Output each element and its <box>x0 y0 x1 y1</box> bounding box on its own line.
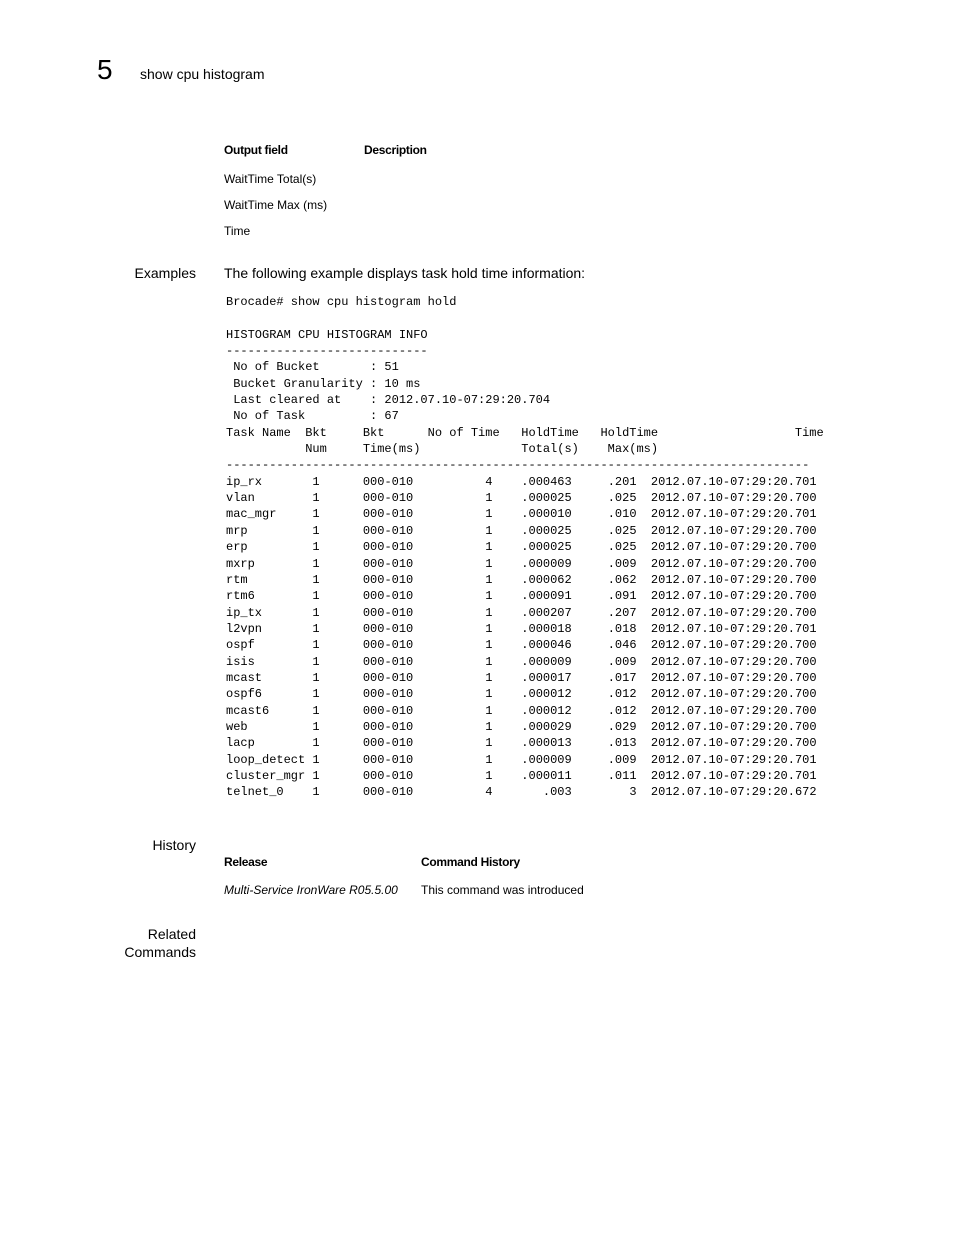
cell-time: 2012.07.10-07:29:20.701 <box>636 752 817 767</box>
cell-bkt: 1 <box>312 572 363 587</box>
cell-bkt: 1 <box>312 687 363 702</box>
histogram-row <box>226 491 817 505</box>
cell-time-ms: 000-010 <box>362 654 414 669</box>
examples-heading: Examples <box>134 265 196 281</box>
cell-task: ospf6 <box>226 687 313 702</box>
info-line: Last cleared at : 2012.07.10-07:29:20.704 <box>226 393 551 408</box>
command-history-value: This command was introduced <box>421 883 584 897</box>
table-header-line: Task Name Bkt Bkt No of Time HoldTime HoldTime Time <box>226 425 824 440</box>
cell-max: 3 <box>571 785 637 800</box>
histogram-row <box>226 524 817 538</box>
cell-bkt: 1 <box>312 491 363 506</box>
cell-total: .000025 <box>492 540 572 555</box>
info-line: Bucket Granularity : 10 ms <box>226 376 421 391</box>
cell-total: .000011 <box>492 768 572 783</box>
histogram-row <box>226 475 817 489</box>
histogram-row <box>226 785 817 799</box>
info-line: No of Task : 67 <box>226 409 399 424</box>
cell-total: .000025 <box>492 523 572 538</box>
cell-count: 4 <box>413 785 493 800</box>
cell-task: ospf <box>226 638 313 653</box>
cell-max: .025 <box>571 491 637 506</box>
history-heading: History <box>152 837 196 853</box>
histogram-row <box>226 638 817 652</box>
cell-bkt: 1 <box>312 589 363 604</box>
cell-max: .009 <box>571 556 637 571</box>
cell-time: 2012.07.10-07:29:20.700 <box>636 638 817 653</box>
cell-task: rtm <box>226 572 313 587</box>
cell-max: .013 <box>571 736 637 751</box>
cell-count: 1 <box>413 670 493 685</box>
cell-time: 2012.07.10-07:29:20.700 <box>636 523 817 538</box>
cell-time: 2012.07.10-07:29:20.700 <box>636 589 817 604</box>
cell-bkt: 1 <box>312 507 363 522</box>
cell-total: .000207 <box>492 605 572 620</box>
cell-time: 2012.07.10-07:29:20.700 <box>636 556 817 571</box>
cell-task: rtm6 <box>226 589 313 604</box>
histogram-row <box>226 606 817 620</box>
field-row: WaitTime Max (ms) <box>224 198 328 212</box>
cell-time-ms: 000-010 <box>362 540 414 555</box>
cell-time: 2012.07.10-07:29:20.701 <box>636 474 817 489</box>
cell-max: .009 <box>571 654 637 669</box>
cell-task: web <box>226 719 313 734</box>
chapter-number: 5 <box>97 54 113 85</box>
cell-count: 1 <box>413 719 493 734</box>
cell-time: 2012.07.10-07:29:20.701 <box>636 507 817 522</box>
cell-bkt: 1 <box>312 654 363 669</box>
table-rule: --------------------------------------------------------------------------------- <box>226 458 810 473</box>
histogram-row <box>226 540 817 554</box>
histogram-row <box>226 622 817 636</box>
col-header-description: Description <box>364 143 427 157</box>
histogram-row <box>226 769 817 783</box>
histogram-row <box>226 589 817 603</box>
cell-max: .011 <box>571 768 637 783</box>
cell-total: .000463 <box>492 474 572 489</box>
cell-count: 1 <box>413 523 493 538</box>
cell-total: .000091 <box>492 589 572 604</box>
histogram-row <box>226 704 817 718</box>
histogram-row <box>226 687 817 701</box>
cell-time: 2012.07.10-07:29:20.700 <box>636 491 817 506</box>
cell-total: .000046 <box>492 638 572 653</box>
cell-max: .025 <box>571 540 637 555</box>
col-header-output-field: Output field <box>224 143 288 157</box>
release-value: Multi-Service IronWare R05.5.00 <box>224 883 398 897</box>
cell-time-ms: 000-010 <box>362 474 414 489</box>
cell-time: 2012.07.10-07:29:20.700 <box>636 687 817 702</box>
histogram-row <box>226 573 817 587</box>
cell-max: .025 <box>571 523 637 538</box>
cell-count: 4 <box>413 474 493 489</box>
cell-max: .029 <box>571 719 637 734</box>
cell-count: 1 <box>413 491 493 506</box>
cell-time-ms: 000-010 <box>362 589 414 604</box>
histogram-row <box>226 671 817 685</box>
cell-time-ms: 000-010 <box>362 768 414 783</box>
cell-total: .000017 <box>492 670 572 685</box>
histogram-row <box>226 720 817 734</box>
cell-bkt: 1 <box>312 752 363 767</box>
cell-bkt: 1 <box>312 638 363 653</box>
cell-max: .010 <box>571 507 637 522</box>
field-row: WaitTime Total(s) <box>224 172 317 186</box>
cell-bkt: 1 <box>312 703 363 718</box>
cell-max: .201 <box>571 474 637 489</box>
cell-max: .009 <box>571 752 637 767</box>
cell-task: mcast <box>226 670 313 685</box>
related-commands-heading <box>124 925 196 961</box>
cell-time-ms: 000-010 <box>362 785 414 800</box>
cell-time-ms: 000-010 <box>362 638 414 653</box>
cell-time-ms: 000-010 <box>362 752 414 767</box>
cell-count: 1 <box>413 703 493 718</box>
cell-task: mxrp <box>226 556 313 571</box>
cell-max: .017 <box>571 670 637 685</box>
cell-time: 2012.07.10-07:29:20.700 <box>636 540 817 555</box>
cell-count: 1 <box>413 654 493 669</box>
info-title: HISTOGRAM CPU HISTOGRAM INFO <box>226 327 428 342</box>
page-header-title: show cpu histogram <box>140 66 265 82</box>
cell-bkt: 1 <box>312 474 363 489</box>
cell-time-ms: 000-010 <box>362 703 414 718</box>
cell-time-ms: 000-010 <box>362 572 414 587</box>
commands-line: Commands <box>124 944 196 960</box>
cell-time: 2012.07.10-07:29:20.700 <box>636 703 817 718</box>
cell-bkt: 1 <box>312 736 363 751</box>
cell-max: .018 <box>571 621 637 636</box>
cell-time: 2012.07.10-07:29:20.700 <box>636 736 817 751</box>
cell-time: 2012.07.10-07:29:20.700 <box>636 605 817 620</box>
cell-time-ms: 000-010 <box>362 556 414 571</box>
cell-time-ms: 000-010 <box>362 736 414 751</box>
cell-time: 2012.07.10-07:29:20.701 <box>636 621 817 636</box>
cell-task: mcast6 <box>226 703 313 718</box>
cell-bkt: 1 <box>312 621 363 636</box>
cell-total: .000062 <box>492 572 572 587</box>
cell-count: 1 <box>413 736 493 751</box>
col-header-command-history: Command History <box>421 855 520 869</box>
cell-task: mac_mgr <box>226 507 313 522</box>
histogram-row <box>226 507 817 521</box>
histogram-row <box>226 655 817 669</box>
cell-total: .000010 <box>492 507 572 522</box>
histogram-row <box>226 557 817 571</box>
cell-max: .012 <box>571 687 637 702</box>
cell-count: 1 <box>413 768 493 783</box>
cell-bkt: 1 <box>312 670 363 685</box>
cell-task: loop_detect <box>226 752 313 767</box>
histogram-row <box>226 736 817 750</box>
cell-count: 1 <box>413 687 493 702</box>
cell-task: ip_tx <box>226 605 313 620</box>
cell-count: 1 <box>413 752 493 767</box>
cell-bkt: 1 <box>312 768 363 783</box>
field-row: Time <box>224 224 251 238</box>
cell-task: mrp <box>226 523 313 538</box>
example-output <box>226 294 824 801</box>
histogram-row <box>226 753 817 767</box>
cell-total: .000013 <box>492 736 572 751</box>
cell-bkt: 1 <box>312 523 363 538</box>
cell-total: .000012 <box>492 703 572 718</box>
cell-max: .012 <box>571 703 637 718</box>
cell-task: l2vpn <box>226 621 313 636</box>
cell-time-ms: 000-010 <box>362 605 414 620</box>
cell-time: 2012.07.10-07:29:20.701 <box>636 768 817 783</box>
cell-total: .000009 <box>492 752 572 767</box>
cell-total: .000009 <box>492 556 572 571</box>
cell-time: 2012.07.10-07:29:20.672 <box>636 785 817 800</box>
cell-time: 2012.07.10-07:29:20.700 <box>636 719 817 734</box>
cell-total: .000009 <box>492 654 572 669</box>
cell-time: 2012.07.10-07:29:20.700 <box>636 572 817 587</box>
table-header-line: Num Time(ms) Total(s) Max(ms) <box>226 442 659 457</box>
cell-task: erp <box>226 540 313 555</box>
cell-time-ms: 000-010 <box>362 491 414 506</box>
cell-max: .207 <box>571 605 637 620</box>
cell-task: vlan <box>226 491 313 506</box>
cell-count: 1 <box>413 507 493 522</box>
cell-count: 1 <box>413 589 493 604</box>
cell-time-ms: 000-010 <box>362 687 414 702</box>
cell-count: 1 <box>413 556 493 571</box>
info-rule: ---------------------------- <box>226 344 428 359</box>
cell-max: .046 <box>571 638 637 653</box>
histogram-rows <box>226 475 817 800</box>
related-line: Related <box>147 926 196 942</box>
cell-time-ms: 000-010 <box>362 670 414 685</box>
cell-max: .091 <box>571 589 637 604</box>
cell-bkt: 1 <box>312 785 363 800</box>
cell-bkt: 1 <box>312 605 363 620</box>
cell-total: .000012 <box>492 687 572 702</box>
cell-time-ms: 000-010 <box>362 523 414 538</box>
cell-count: 1 <box>413 638 493 653</box>
cell-count: 1 <box>413 605 493 620</box>
cell-task: telnet_0 <box>226 785 313 800</box>
cell-time: 2012.07.10-07:29:20.700 <box>636 654 817 669</box>
cell-count: 1 <box>413 621 493 636</box>
cell-task: isis <box>226 654 313 669</box>
cell-bkt: 1 <box>312 556 363 571</box>
cell-max: .062 <box>571 572 637 587</box>
cell-total: .003 <box>492 785 572 800</box>
cell-time-ms: 000-010 <box>362 507 414 522</box>
cell-time-ms: 000-010 <box>362 719 414 734</box>
cell-time-ms: 000-010 <box>362 621 414 636</box>
cell-total: .000018 <box>492 621 572 636</box>
cell-task: lacp <box>226 736 313 751</box>
cell-total: .000029 <box>492 719 572 734</box>
col-header-release: Release <box>224 855 268 869</box>
cell-bkt: 1 <box>312 540 363 555</box>
info-line: No of Bucket : 51 <box>226 360 399 375</box>
cell-count: 1 <box>413 572 493 587</box>
cell-bkt: 1 <box>312 719 363 734</box>
examples-intro: The following example displays task hold time information: <box>224 265 586 281</box>
cell-total: .000025 <box>492 491 572 506</box>
cell-task: cluster_mgr <box>226 768 313 783</box>
cell-time: 2012.07.10-07:29:20.700 <box>636 670 817 685</box>
cell-count: 1 <box>413 540 493 555</box>
command-line: Brocade# show cpu histogram hold <box>226 295 457 309</box>
cell-task: ip_rx <box>226 474 313 489</box>
